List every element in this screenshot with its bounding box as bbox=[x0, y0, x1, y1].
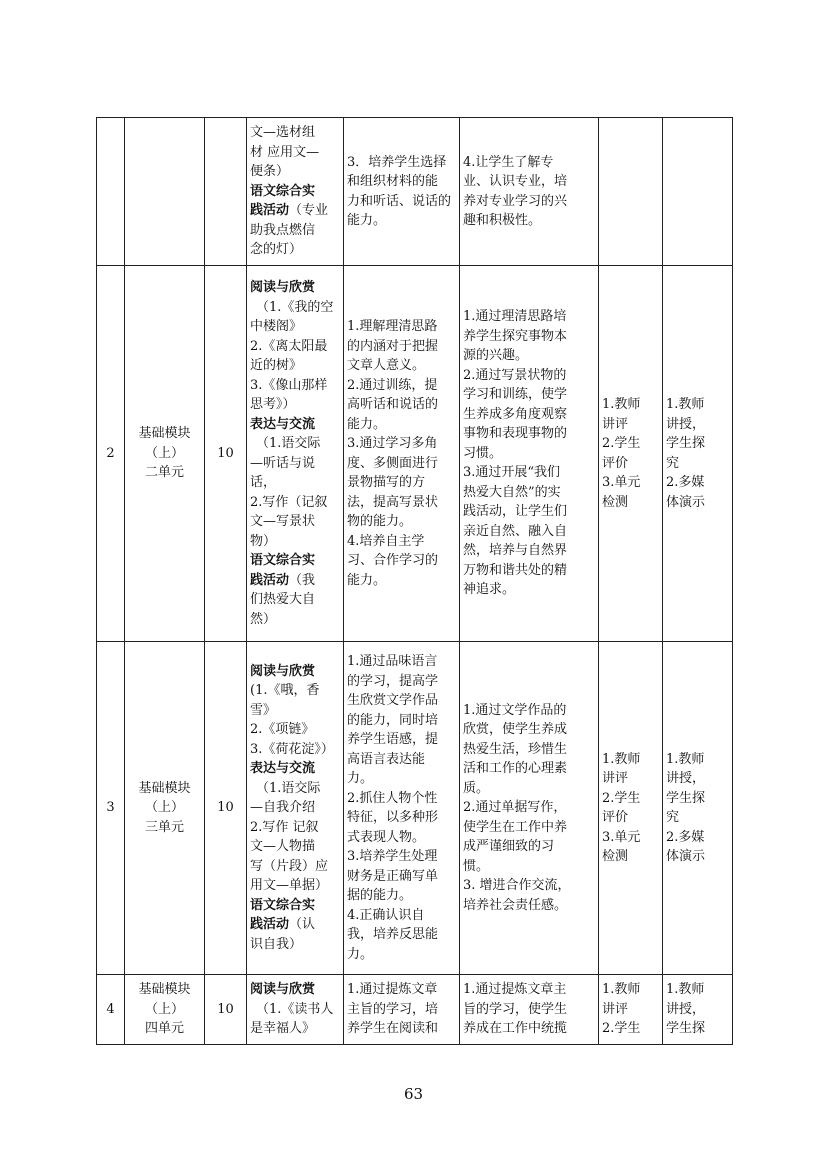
content-text: 思考》） bbox=[250, 397, 296, 412]
hours-cell bbox=[205, 118, 247, 266]
module-line: 二单元 bbox=[144, 465, 184, 481]
method-line: 2.多媒 bbox=[666, 829, 705, 845]
quality-line: 生养成多角度观察 bbox=[463, 406, 568, 422]
content-cell bbox=[247, 975, 344, 1045]
assessment-line: 3.单元 bbox=[602, 829, 641, 845]
ability-line: 力。 bbox=[347, 771, 374, 786]
teaching-method-cell bbox=[663, 975, 733, 1045]
content-line bbox=[250, 182, 340, 202]
quality-line: 培养社会责任感。 bbox=[463, 897, 568, 913]
content-line bbox=[250, 837, 340, 857]
content-line bbox=[250, 590, 340, 610]
quality-line: 活和工作的心理素 bbox=[463, 761, 568, 777]
teaching-method-cell bbox=[663, 266, 733, 642]
content-line bbox=[250, 1019, 340, 1039]
quality-line: 万物和谐共处的精 bbox=[463, 562, 568, 578]
content-line bbox=[250, 512, 340, 532]
unit-number: 4 bbox=[106, 1001, 115, 1017]
ability-goal-cell bbox=[344, 642, 460, 975]
quality-line: 习惯。 bbox=[463, 445, 503, 461]
ability-line: 2.通过训练，提 bbox=[347, 377, 438, 393]
content-text: 写（片段）应 bbox=[250, 858, 329, 874]
quality-goal-cell bbox=[460, 266, 599, 642]
ability-line: 的学习，提高学 bbox=[347, 673, 439, 689]
quality-line: 然，培养与自然界 bbox=[463, 543, 568, 559]
quality-line: 践活动，让学生们 bbox=[463, 504, 568, 520]
ability-goal-cell bbox=[344, 975, 460, 1045]
ability-line: 据的能力。 bbox=[347, 888, 413, 903]
assessment-line: 1.教师 bbox=[602, 982, 641, 998]
ability-line: 养学生语感，提 bbox=[347, 732, 439, 747]
assessment-line: 2.学生 bbox=[602, 1021, 641, 1037]
content-line bbox=[250, 681, 340, 701]
content-line bbox=[250, 876, 340, 896]
content-line bbox=[250, 798, 340, 818]
assessment-cell bbox=[599, 266, 663, 642]
quality-line: 1.通过提炼文章主 bbox=[463, 982, 567, 998]
content-heading: 阅读与欣赏 bbox=[250, 982, 316, 998]
unit-number: 2 bbox=[106, 445, 115, 461]
table-row bbox=[97, 266, 733, 642]
content-text: 物） bbox=[250, 533, 277, 549]
content-text: 是幸福人》 bbox=[250, 1021, 316, 1037]
ability-line: 力和听话、说话的 bbox=[347, 193, 452, 209]
ability-line: 能力。 bbox=[347, 213, 387, 228]
content-text: 助我点燃信 bbox=[250, 222, 316, 238]
ability-line: 1.理解理清思路 bbox=[347, 319, 438, 334]
table-body bbox=[97, 118, 733, 1045]
content-text: 2.写作 记叙 bbox=[250, 819, 319, 835]
module-line: （上） bbox=[144, 445, 184, 461]
content-heading: 表达与交流 bbox=[250, 416, 316, 432]
content-line bbox=[250, 317, 340, 337]
content-cell bbox=[247, 642, 344, 975]
content-line bbox=[250, 201, 340, 221]
ability-line: 高语言表达能 bbox=[347, 751, 426, 767]
teaching-method-cell bbox=[663, 118, 733, 266]
quality-line: 神追求。 bbox=[463, 582, 516, 598]
quality-goal-cell bbox=[460, 118, 599, 266]
quality-line: 成严谨细致的习 bbox=[463, 839, 555, 855]
quality-line: 3. 增进合作交流， bbox=[463, 878, 571, 894]
page-number: 63 bbox=[403, 1085, 424, 1103]
ability-line: 的内涵对于把握 bbox=[347, 338, 439, 354]
method-line: 学生探 bbox=[666, 1021, 706, 1037]
assessment-line: 讲评 bbox=[602, 771, 629, 786]
content-heading: 语文综合实 bbox=[250, 553, 316, 568]
content-heading: 阅读与欣赏 bbox=[250, 280, 316, 295]
content-heading: 语文综合实 bbox=[250, 897, 316, 913]
ability-line: 1.通过提炼文章 bbox=[347, 982, 438, 998]
content-text: 们热爱大自 bbox=[250, 592, 316, 607]
assessment-cell bbox=[599, 118, 663, 266]
content-heading: 语文综合实 bbox=[250, 183, 316, 199]
quality-line: 2.通过单据写作， bbox=[463, 800, 567, 816]
quality-line: 养对专业学习的兴 bbox=[463, 193, 568, 209]
table-row bbox=[97, 118, 733, 266]
content-text: 材 应用文— bbox=[250, 144, 320, 160]
content-text: 近的树》 bbox=[250, 358, 303, 373]
unit-number-cell bbox=[97, 642, 125, 975]
table-row bbox=[97, 642, 733, 975]
module-cell bbox=[125, 975, 205, 1045]
content-line bbox=[250, 1000, 340, 1020]
content-heading: 践活动 bbox=[250, 203, 290, 219]
content-line bbox=[250, 571, 340, 591]
quality-line: 旨的学习，使学生 bbox=[463, 1001, 568, 1017]
content-text: （1.语交际 bbox=[256, 436, 321, 451]
quality-goal-cell bbox=[460, 975, 599, 1045]
content-line bbox=[250, 532, 340, 552]
quality-line: 养成在工作中统揽 bbox=[463, 1021, 568, 1037]
quality-line: 业、认识专业，培 bbox=[463, 174, 568, 189]
content-heading: 阅读与欣赏 bbox=[250, 663, 316, 679]
unit-number-cell bbox=[97, 975, 125, 1045]
content-text: （1.《读书人 bbox=[256, 1001, 334, 1017]
method-line: 讲授， bbox=[666, 416, 706, 432]
ability-line: 高听话和说话的 bbox=[347, 397, 439, 412]
quality-line: 惯。 bbox=[463, 858, 490, 874]
content-line bbox=[250, 221, 340, 241]
table-row bbox=[97, 975, 733, 1045]
content-line bbox=[250, 473, 340, 493]
ability-line: 4.培养自主学 bbox=[347, 533, 425, 549]
assessment-line: 讲评 bbox=[602, 416, 629, 432]
content-line bbox=[250, 701, 340, 721]
content-text: 用文—单据） bbox=[250, 878, 329, 894]
module-cell bbox=[125, 118, 205, 266]
content-text: 3.《像山那样 bbox=[250, 377, 328, 393]
content-text: 话， bbox=[250, 475, 277, 490]
content-line bbox=[250, 720, 340, 740]
content-text: (1.《哦，香 bbox=[250, 683, 320, 699]
method-line: 1.教师 bbox=[666, 982, 705, 998]
content-text: 念的灯） bbox=[250, 242, 303, 258]
ability-line: 能力。 bbox=[347, 572, 387, 588]
quality-line: 欣赏，使学生养成 bbox=[463, 722, 568, 738]
content-line bbox=[250, 493, 340, 513]
ability-line: 法，提高写景状 bbox=[347, 494, 439, 510]
quality-line: 事物和表现事物的 bbox=[463, 426, 568, 442]
ability-line: 主旨的学习，培 bbox=[347, 1001, 439, 1017]
content-line bbox=[250, 857, 340, 877]
content-text: （1.语交际 bbox=[256, 780, 321, 796]
ability-line: 的能力，同时培 bbox=[347, 712, 439, 728]
content-line bbox=[250, 759, 340, 779]
content-text: 3.《荷花淀》） bbox=[250, 741, 334, 757]
content-line bbox=[250, 395, 340, 415]
content-heading: 践活动 bbox=[250, 572, 290, 588]
ability-line: 力。 bbox=[347, 946, 374, 962]
quality-line: 亲近自然、融入自 bbox=[463, 523, 568, 539]
content-line bbox=[250, 740, 340, 760]
method-line: 讲授， bbox=[666, 771, 706, 786]
ability-goal-cell bbox=[344, 266, 460, 642]
assessment-cell bbox=[599, 642, 663, 975]
quality-goal-cell bbox=[460, 642, 599, 975]
content-line bbox=[250, 278, 340, 298]
content-text: （专业 bbox=[289, 203, 329, 219]
module-line: 基础模块 bbox=[138, 780, 191, 796]
content-line bbox=[250, 551, 340, 571]
hours-value: 10 bbox=[217, 445, 234, 461]
content-line bbox=[250, 123, 340, 143]
content-text: —自我介绍 bbox=[250, 800, 316, 816]
unit-number-cell bbox=[97, 266, 125, 642]
ability-line: 生欣赏文学作品 bbox=[347, 693, 439, 708]
quality-line: 学习和训练，使学 bbox=[463, 387, 568, 403]
content-line bbox=[250, 980, 340, 1000]
content-cell bbox=[247, 118, 344, 266]
method-line: 究 bbox=[666, 810, 680, 825]
content-line bbox=[250, 143, 340, 163]
assessment-line: 评价 bbox=[602, 455, 629, 471]
quality-line: 1.通过理清思路培 bbox=[463, 309, 567, 325]
content-text: 然） bbox=[250, 611, 277, 627]
hours-value: 10 bbox=[217, 1001, 234, 1017]
ability-line: 能力。 bbox=[347, 416, 387, 432]
content-line bbox=[250, 240, 340, 260]
curriculum-table bbox=[96, 117, 733, 1045]
module-line: 基础模块 bbox=[138, 426, 191, 442]
ability-line: 特征，以多种形 bbox=[347, 810, 439, 825]
ability-goal-cell bbox=[344, 118, 460, 266]
ability-line: 3．培养学生选择 bbox=[347, 154, 447, 170]
content-text: （我 bbox=[289, 572, 316, 588]
assessment-line: 检测 bbox=[602, 494, 629, 510]
content-text: 文—写景状 bbox=[250, 514, 316, 529]
hours-value: 10 bbox=[217, 800, 234, 816]
quality-line: 趣和积极性。 bbox=[463, 213, 542, 228]
unit-number: 3 bbox=[106, 800, 115, 816]
content-heading: 践活动 bbox=[250, 917, 290, 933]
assessment-line: 2.学生 bbox=[602, 436, 641, 451]
content-text: 便条） bbox=[250, 164, 290, 180]
quality-line: 养学生探究事物本 bbox=[463, 328, 568, 344]
content-line bbox=[250, 610, 340, 630]
method-line: 究 bbox=[666, 455, 680, 471]
content-line bbox=[250, 356, 340, 376]
method-line: 2.多媒 bbox=[666, 475, 705, 490]
ability-line: 和组织材料的能 bbox=[347, 174, 439, 189]
teaching-method-cell bbox=[663, 642, 733, 975]
ability-line: 3.通过学习多角 bbox=[347, 436, 438, 451]
content-text: 2.《离太阳最 bbox=[250, 338, 328, 354]
module-line: 基础模块 bbox=[138, 982, 191, 998]
ability-line: 财务是正确写单 bbox=[347, 868, 439, 884]
quality-line: 热爱大自然”的实 bbox=[463, 484, 561, 500]
content-line bbox=[250, 896, 340, 916]
quality-line: 2.通过写景状物的 bbox=[463, 367, 567, 383]
content-line bbox=[250, 434, 340, 454]
ability-line: 3.培养学生处理 bbox=[347, 849, 438, 864]
content-text: 雪》 bbox=[250, 702, 277, 718]
ability-line: 4.正确认识自 bbox=[347, 907, 425, 923]
ability-line: 2.抓住人物个性 bbox=[347, 790, 438, 806]
method-line: 1.教师 bbox=[666, 751, 705, 767]
ability-line: 养学生在阅读和 bbox=[347, 1021, 439, 1037]
method-line: 讲授， bbox=[666, 1001, 706, 1017]
assessment-line: 评价 bbox=[602, 810, 629, 825]
assessment-line: 3.单元 bbox=[602, 475, 641, 490]
ability-line: 文章人意义。 bbox=[347, 358, 426, 373]
content-line bbox=[250, 162, 340, 182]
module-line: （上） bbox=[144, 800, 184, 816]
module-cell bbox=[125, 642, 205, 975]
content-line bbox=[250, 376, 340, 396]
content-cell bbox=[247, 266, 344, 642]
content-text: 中楼阁》 bbox=[250, 319, 303, 334]
content-text: —听话与说 bbox=[250, 455, 316, 471]
ability-line: 式表现人物。 bbox=[347, 829, 426, 845]
module-line: 四单元 bbox=[144, 1021, 184, 1037]
content-text: （1.《我的空 bbox=[256, 299, 334, 315]
content-line bbox=[250, 779, 340, 799]
content-line bbox=[250, 662, 340, 682]
quality-line: 使学生在工作中养 bbox=[463, 819, 568, 835]
assessment-line: 讲评 bbox=[602, 1001, 629, 1017]
module-line: （上） bbox=[144, 1001, 184, 1017]
content-line bbox=[250, 298, 340, 318]
method-line: 学生探 bbox=[666, 436, 706, 451]
assessment-line: 2.学生 bbox=[602, 790, 641, 806]
content-text: 文—人物描 bbox=[250, 839, 316, 855]
method-line: 1.教师 bbox=[666, 397, 705, 412]
ability-line: 1.通过品味语言 bbox=[347, 654, 438, 669]
content-line bbox=[250, 454, 340, 474]
content-line bbox=[250, 915, 340, 935]
method-line: 学生探 bbox=[666, 790, 706, 806]
content-line bbox=[250, 935, 340, 955]
quality-line: 1.通过文学作品的 bbox=[463, 702, 567, 718]
content-text: （认 bbox=[289, 917, 316, 933]
assessment-cell bbox=[599, 975, 663, 1045]
quality-line: 质。 bbox=[463, 780, 490, 796]
module-cell bbox=[125, 266, 205, 642]
quality-line: 3.通过开展“我们 bbox=[463, 465, 561, 481]
ability-line: 物的能力。 bbox=[347, 514, 413, 529]
assessment-line: 1.教师 bbox=[602, 397, 641, 412]
content-text: 2.写作（记叙 bbox=[250, 494, 328, 510]
hours-cell bbox=[205, 975, 247, 1045]
assessment-line: 1.教师 bbox=[602, 751, 641, 767]
ability-line: 度、多侧面进行 bbox=[347, 455, 439, 471]
quality-line: 4.让学生了解专 bbox=[463, 154, 554, 170]
quality-line: 源的兴趣。 bbox=[463, 348, 529, 364]
quality-line: 热爱生活，珍惜生 bbox=[463, 741, 568, 757]
hours-cell bbox=[205, 642, 247, 975]
ability-line: 我，培养反思能 bbox=[347, 927, 439, 942]
content-heading: 表达与交流 bbox=[250, 761, 316, 777]
ability-line: 景物描写的方 bbox=[347, 475, 426, 490]
method-line: 体演示 bbox=[666, 494, 706, 510]
content-text: 文—选材组 bbox=[250, 125, 316, 141]
content-line bbox=[250, 818, 340, 838]
method-line: 体演示 bbox=[666, 849, 706, 864]
content-line bbox=[250, 415, 340, 435]
content-text: 识自我） bbox=[250, 936, 303, 952]
assessment-line: 检测 bbox=[602, 849, 629, 864]
ability-line: 习、合作学习的 bbox=[347, 553, 439, 568]
content-line bbox=[250, 337, 340, 357]
module-line: 三单元 bbox=[144, 819, 184, 835]
unit-number-cell bbox=[97, 118, 125, 266]
content-text: 2.《项链》 bbox=[250, 722, 315, 738]
hours-cell bbox=[205, 266, 247, 642]
